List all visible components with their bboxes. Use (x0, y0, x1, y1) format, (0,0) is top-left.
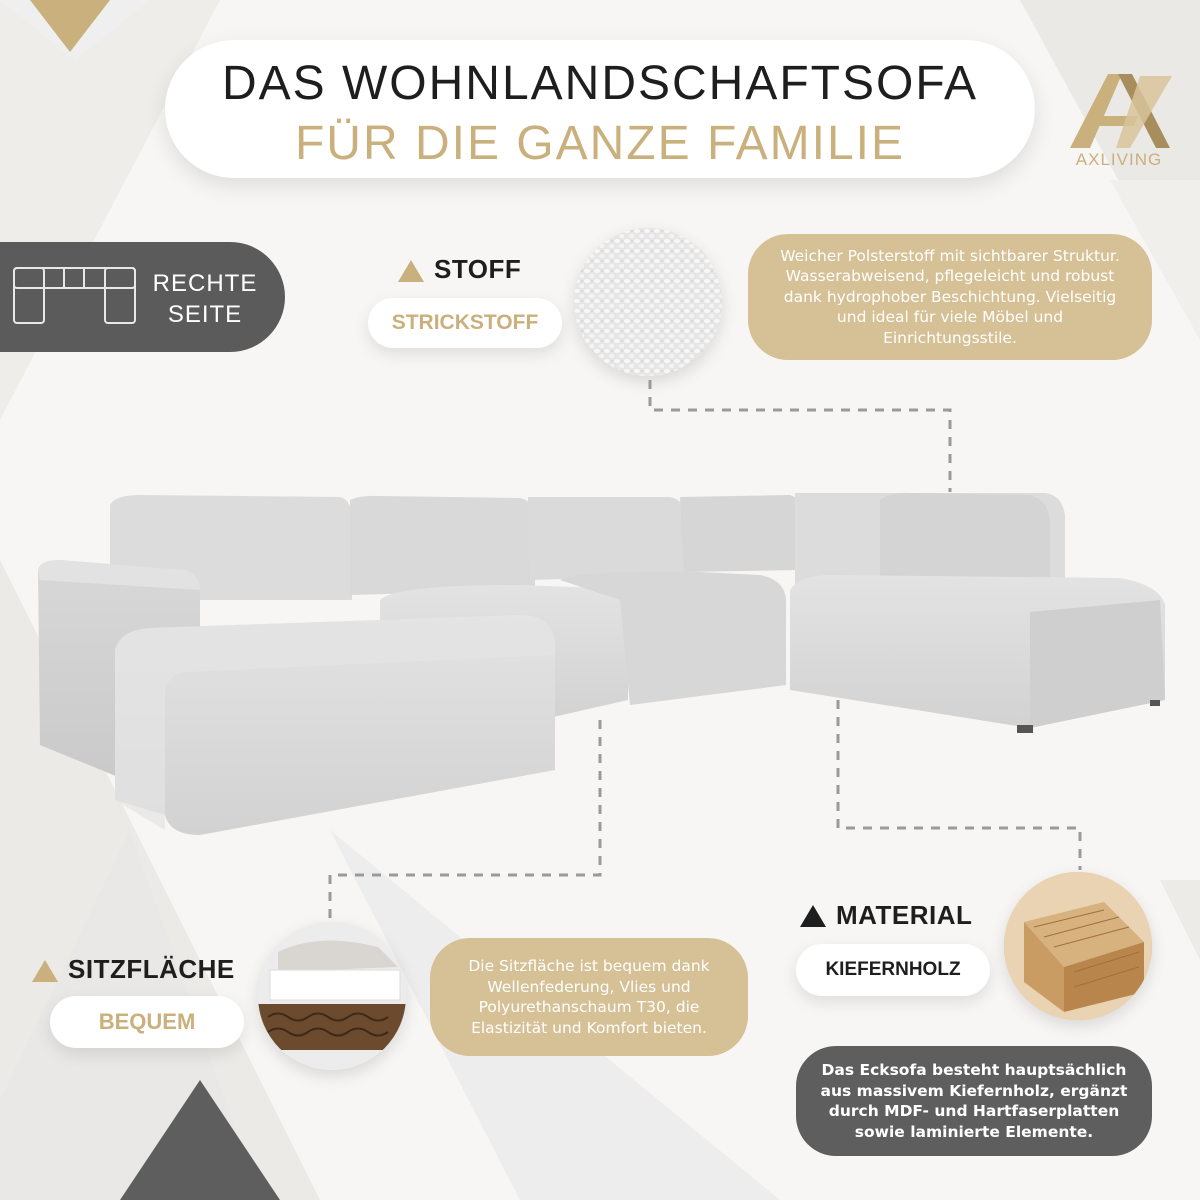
page-subtitle: FÜR DIE GANZE FAMILIE (294, 117, 906, 170)
pine-wood-image (1004, 872, 1152, 1020)
material-value-pill: KIEFERNHOLZ (796, 944, 990, 996)
orientation-label: RECHTE SEITE (152, 270, 258, 328)
sitzflaeche-description: Die Sitzfläche ist bequem dank Wellenfederung, Vlies und Polyurethanschaum T30, die Elastizität und Komfort bieten. (430, 938, 748, 1056)
sitzflaeche-heading: SITZFLÄCHE (68, 954, 235, 984)
stoff-description: Weicher Polsterstoff mit sichtbarer Struktur. Wasserabweisend, pflegeleicht und robust dank hydrophober Beschichtung. Vielseitig und ideal für viele Möbel und Einrichtungsstile. (748, 234, 1152, 360)
stoff-value-pill: STRICKSTOFF (368, 298, 562, 348)
material-heading: MATERIAL (836, 900, 973, 930)
seat-layers-image (258, 922, 406, 1070)
sitzflaeche-value-pill: BEQUEM (50, 996, 244, 1048)
gold-triangle-icon (32, 960, 58, 982)
page-title: DAS WOHNLANDSCHAFTSOFA (221, 57, 979, 110)
brand-name: AXLIVING (1075, 150, 1163, 169)
dark-triangle-icon (800, 905, 826, 927)
material-description: Das Ecksofa besteht hauptsächlich aus massivem Kiefernholz, ergänzt durch MDF- und Hartfaserplatten sowie laminierte Elemente. (796, 1046, 1152, 1156)
stoff-heading: STOFF (434, 254, 522, 284)
